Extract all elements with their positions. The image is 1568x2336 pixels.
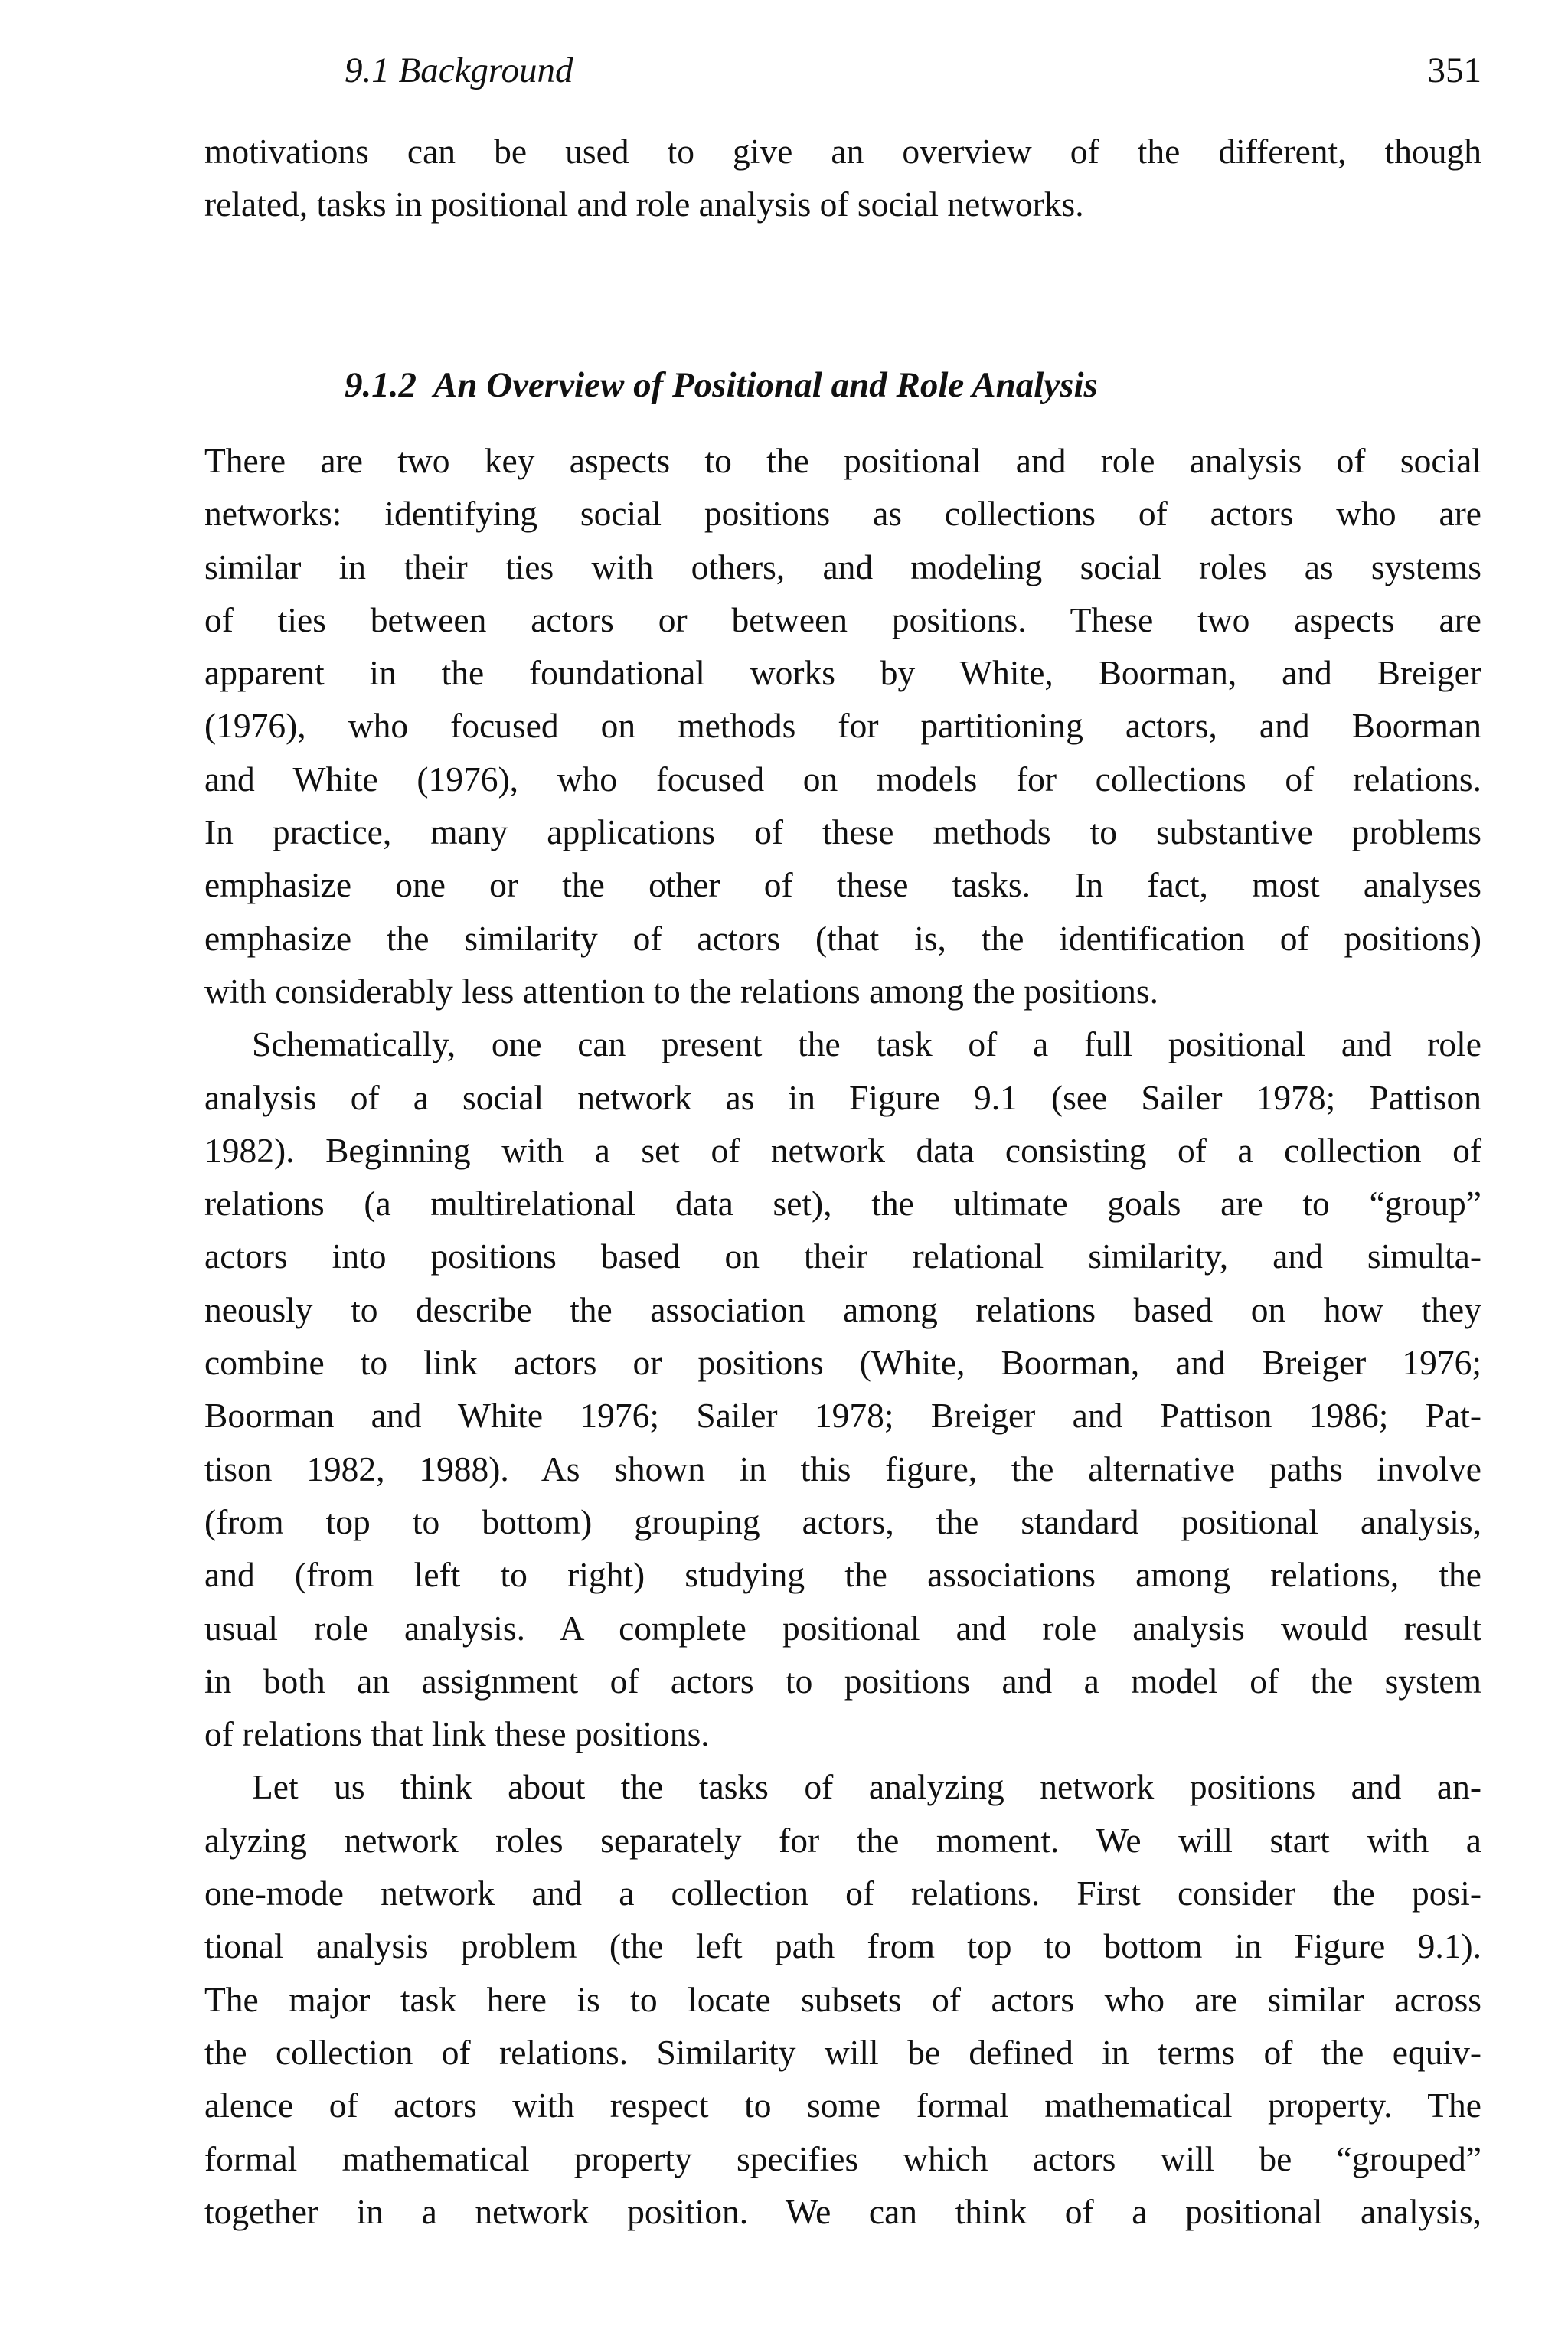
subsection-number: 9.1.2 xyxy=(345,365,416,405)
text-line: and (from left to right) studying the associations among relations, the xyxy=(204,1555,1481,1595)
text-line: tional analysis problem (the left path from top to bottom in Figure 9.1). xyxy=(204,1926,1481,1966)
text-line: usual role analysis. A complete positional and role analysis would result xyxy=(204,1608,1481,1648)
text-line: related, tasks in positional and role analysis of social networks. xyxy=(204,185,1084,224)
text-line: In practice, many applications of these methods to substantive problems xyxy=(204,812,1481,852)
text-line: together in a network position. We can think of a positional analysis, xyxy=(204,2191,1481,2231)
text-line: Let us think about the tasks of analyzing network positions and an- xyxy=(252,1767,1481,1807)
text-line: formal mathematical property specifies which actors will be “grouped” xyxy=(204,2138,1481,2178)
text-line: of relations that link these positions. xyxy=(204,1714,710,1754)
text-line: The major task here is to locate subsets of actors who are similar across xyxy=(204,1979,1481,2019)
body-text xyxy=(204,434,1481,2238)
text-line: of ties between actors or between positions. These two aspects are xyxy=(204,600,1481,639)
text-line: and White (1976), who focused on models for collections of relations. xyxy=(204,759,1481,799)
text-line: relations (a multirelational data set), the ultimate goals are to “group” xyxy=(204,1184,1481,1224)
text-line: 1982). Beginning with a set of network data consisting of a collection of xyxy=(204,1130,1481,1170)
text-line: Schematically, one can present the task of a full positional and role xyxy=(252,1024,1481,1064)
text-line: (from top to bottom) grouping actors, the standard positional analysis, xyxy=(204,1501,1481,1541)
subsection-title: An Overview of Positional and Role Analysis xyxy=(433,365,1098,405)
text-line: with considerably less attention to the relations among the positions. xyxy=(204,971,1158,1011)
text-line: in both an assignment of actors to positions and a model of the system xyxy=(204,1661,1481,1701)
text-line: actors into positions based on their relational similarity, and simulta- xyxy=(204,1237,1481,1276)
text-line: emphasize the similarity of actors (that is, the identification of positions) xyxy=(204,918,1481,958)
text-line: neously to describe the association among relations based on how they xyxy=(204,1289,1481,1329)
paragraph xyxy=(204,434,1481,1018)
text-line: There are two key aspects to the positional and role analysis of social xyxy=(204,441,1481,480)
intro-text xyxy=(204,125,1481,231)
running-head-section: 9.1 Background xyxy=(345,51,573,90)
text-line: combine to link actors or positions (White, Boorman, and Breiger 1976; xyxy=(204,1343,1481,1383)
text-line: alyzing network roles separately for the moment. We will start with a xyxy=(204,1820,1481,1860)
text-line: the collection of relations. Similarity will be defined in terms of the equiv- xyxy=(204,2032,1481,2072)
subsection-heading xyxy=(345,362,1098,408)
text-line: one-mode network and a collection of relations. First consider the posi- xyxy=(204,1874,1481,1913)
text-line: apparent in the foundational works by White, Boorman, and Breiger xyxy=(204,653,1481,693)
running-head xyxy=(345,47,1481,93)
text-line: similar in their ties with others, and modeling social roles as systems xyxy=(204,547,1481,586)
paragraph xyxy=(204,1760,1481,2238)
page-number: 351 xyxy=(1427,51,1481,90)
text-line: networks: identifying social positions as collections of actors who are xyxy=(204,494,1481,534)
paragraph xyxy=(204,1018,1481,1760)
text-line: analysis of a social network as in Figure 9.1 (see Sailer 1978; Pattison xyxy=(204,1077,1481,1117)
text-line: tison 1982, 1988). As shown in this figure, the alternative paths involve xyxy=(204,1449,1481,1488)
text-line: emphasize one or the other of these tasks. In fact, most analyses xyxy=(204,865,1481,905)
text-line: motivations can be used to give an overview of the different, though xyxy=(204,132,1481,171)
text-line: Boorman and White 1976; Sailer 1978; Breiger and Pattison 1986; Pat- xyxy=(204,1396,1481,1436)
text-line: (1976), who focused on methods for partitioning actors, and Boorman xyxy=(204,706,1481,746)
text-line: alence of actors with respect to some formal mathematical property. The xyxy=(204,2086,1481,2125)
